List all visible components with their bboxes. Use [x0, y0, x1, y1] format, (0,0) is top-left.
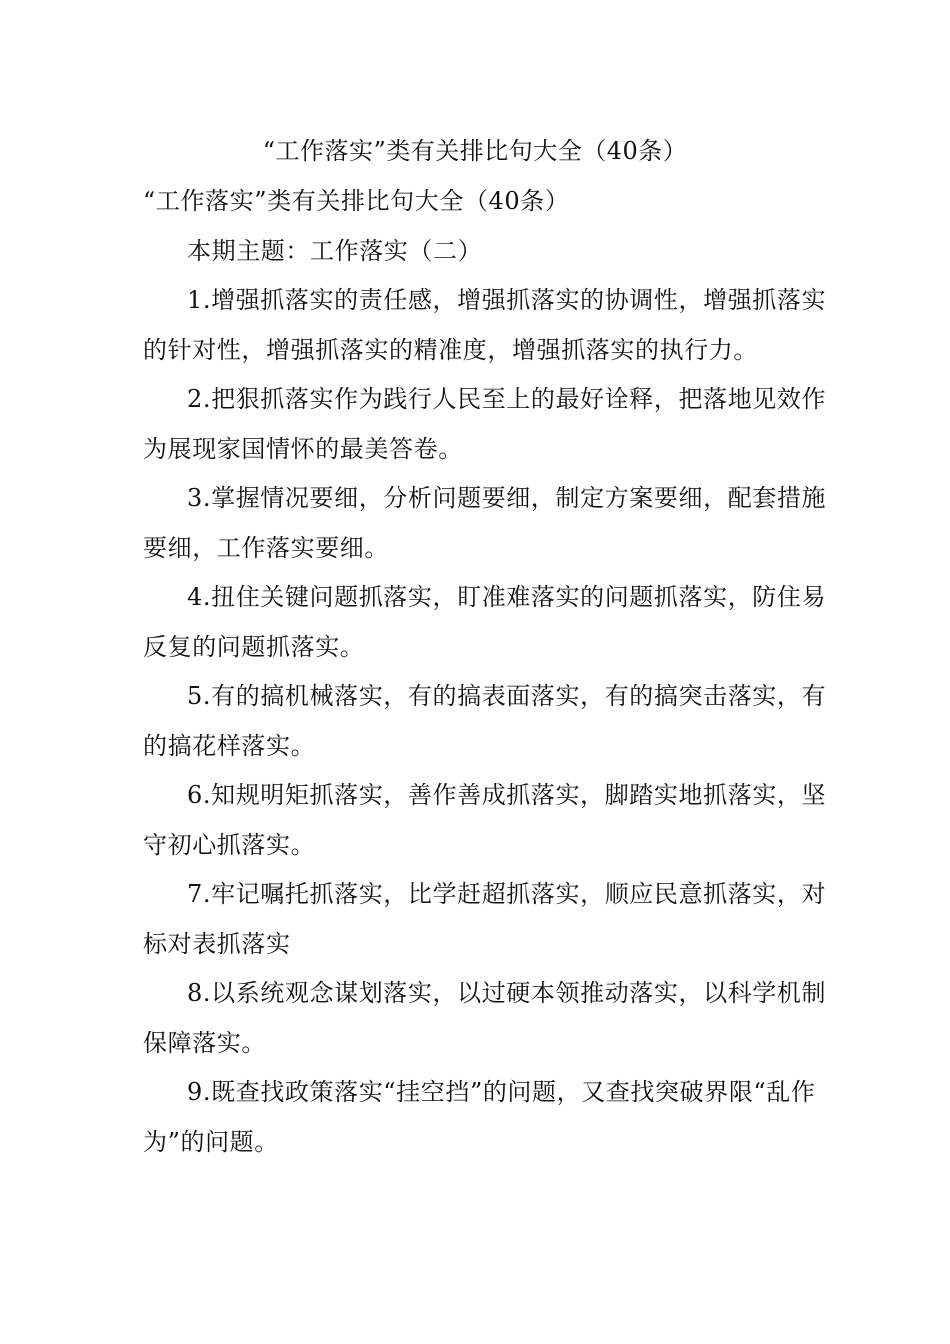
document-body — [143, 177, 827, 1167]
document-title: “工作落实”类有关排比句大全（40条） — [262, 137, 688, 165]
paragraph-subtitle: “工作落实”类有关排比句大全（40条） — [143, 187, 570, 215]
paragraph-item-4: 4.扭住关键问题抓落实，盯准难落实的问题抓落实，防住易反复的问题抓落实。 — [143, 583, 827, 661]
paragraph-item-5: 5.有的搞机械落实，有的搞表面落实，有的搞突击落实，有的搞花样落实。 — [143, 682, 827, 760]
paragraph-item-7: 7.牢记嘱托抓落实，比学赶超抓落实，顺应民意抓落实，对标对表抓落实 — [143, 880, 827, 958]
paragraph-item-3: 3.掌握情况要细，分析问题要细，制定方案要细，配套措施要细，工作落实要细。 — [143, 484, 827, 562]
paragraph-item-6: 6.知规明矩抓落实，善作善成抓落实，脚踏实地抓落实，坚守初心抓落实。 — [143, 781, 827, 859]
paragraph-item-9: 9.既查找政策落实“挂空挡”的问题，又查找突破界限“乱作为”的问题。 — [143, 1078, 816, 1156]
paragraph-topic: 本期主题：工作落实（二） — [187, 236, 483, 265]
paragraph-item-8: 8.以系统观念谋划落实，以过硬本领推动落实，以科学机制保障落实。 — [143, 979, 827, 1057]
paragraph-item-2: 2.把狠抓落实作为践行人民至上的最好诠释，把落地见效作为展现家国情怀的最美答卷。 — [143, 385, 827, 463]
paragraph-item-1: 1.增强抓落实的责任感，增强抓落实的协调性，增强抓落实的针对性，增强抓落实的精准度，增强抓落实的执行力。 — [143, 286, 827, 364]
